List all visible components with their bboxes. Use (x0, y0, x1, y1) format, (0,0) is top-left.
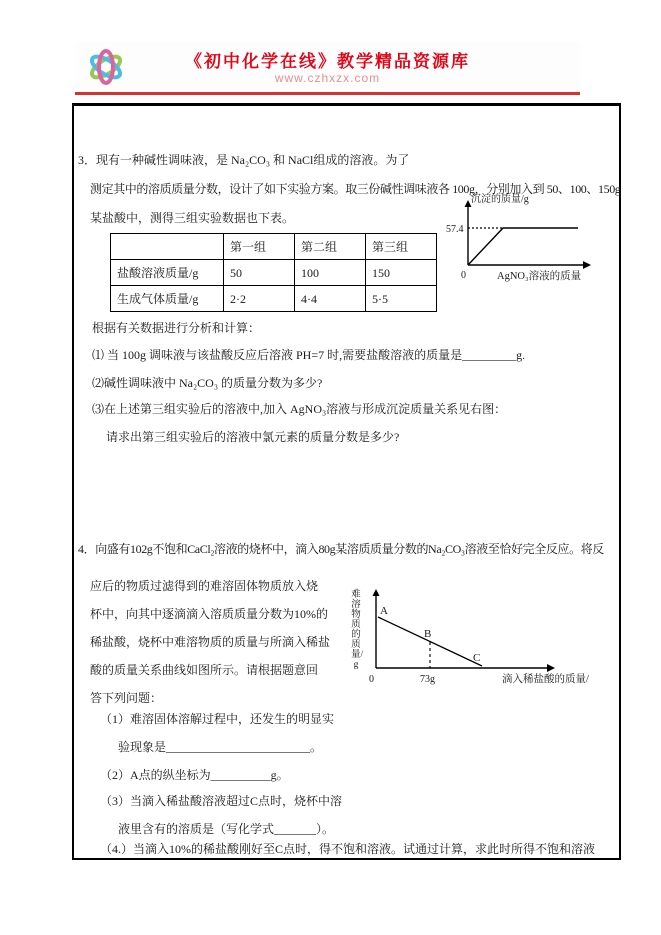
table-header-row (111, 234, 437, 260)
q4-line: 杯中，向其中逐滴滴入溶质质量分数为10%的 (90, 607, 328, 621)
q4-line: 应后的物质过滤得到的难溶固体物质放入烧 (90, 579, 319, 593)
chart2-b-x-value: 73g (420, 674, 435, 685)
chart1-plateau-value: 57.4 (446, 224, 464, 235)
x-axis-arrow-icon (583, 261, 591, 269)
table-cell: 盐酸溶液质量/g (111, 260, 224, 286)
q4-line: 答下列问题： (90, 691, 163, 705)
q4-item: （1）难溶固体溶解过程中，还发生的明显实 (100, 712, 335, 726)
table-cell: 100 (295, 260, 366, 286)
q3-analysis-label: 根据有关数据进行分析和计算： (92, 321, 261, 335)
q4-item: （4.）当滴入10%的稀盐酸刚好至C点时，得不饱和溶液。试通过计算，求此时所得不饱和溶液 (100, 842, 596, 856)
site-url: www.czhxzx.com (274, 71, 381, 85)
chart-precipitate-vs-agno3 (445, 190, 610, 290)
document-header (75, 42, 580, 95)
table-row (111, 260, 437, 286)
chart1-origin-label: 0 (461, 270, 466, 281)
table-cell (111, 234, 224, 260)
x-axis-arrow-icon (547, 664, 555, 672)
chart1-y-axis-label: 沉淀的质量/g (471, 194, 529, 205)
q3-item: 请求出第三组实验后的溶液中氯元素的质量分数是多少? (106, 430, 400, 444)
chart2-point-a-label: A (380, 605, 388, 617)
chart-insoluble-vs-hcl (362, 585, 608, 687)
chart2-point-c-label: C (473, 652, 481, 664)
q3-item: ⑶在上述第三组实验后的溶液中,加入 AgNO₃溶液与形成沉淀质量关系见右图： (92, 402, 507, 416)
q4-item: （3）当滴入稀盐酸溶液超过C点时，烧杯中溶 (100, 794, 343, 808)
q3-line: 某盐酸中，测得三组实验数据也下表。 (90, 211, 295, 225)
table-cell: 第一组 (224, 234, 295, 260)
table-cell: 4·4 (295, 286, 366, 312)
table-cell: 第二组 (295, 234, 366, 260)
chart2-x-axis-label: 滴入稀盐酸的质量/ (502, 674, 589, 685)
table-cell: 5·5 (366, 286, 437, 312)
chart2-point-b-label: B (424, 628, 432, 640)
table-cell: 150 (366, 260, 437, 286)
q4-line: 酸的质量关系曲线如图所示。请根据题意回 (90, 663, 319, 677)
q4-line: 4．向盛有102g不饱和CaCl₂溶液的烧杯中，滴入80g某溶质质量分数的Na₂CO₃溶液至恰好完全反应。将反 (78, 542, 604, 556)
table-cell: 50 (224, 260, 295, 286)
chart1-x-axis-label: AgNO₃溶液的质量 (497, 271, 582, 282)
site-title: 《初中化学在线》教学精品资源库 (185, 52, 470, 71)
q4-line: 稀盐酸，烧杯中难溶物质的质量与所滴入稀盐 (90, 635, 331, 649)
table-cell: 2·2 (224, 286, 295, 312)
q4-item: （2）A点的纵坐标为__________g。 (100, 768, 289, 782)
chart2-y-axis-label: 难溶物质的质量/g (351, 590, 364, 670)
q4-item: 液里含有的溶质是（写化学式_______）。 (118, 822, 335, 836)
table-cell: 第三组 (366, 234, 437, 260)
q3-line: 测定其中的溶质质量分数，设计了如下实验方案。取三份碱性调味液各 100g，分别加入到 50、100、150g (90, 182, 621, 196)
q4-item: 验现象是________________________。 (118, 740, 323, 754)
q3-line: 3．现有一种碱性调味液，是 Na₂CO₃ 和 NaCl组成的溶液。为了 (78, 153, 410, 167)
experiment-data-table (110, 233, 437, 312)
table-row (111, 286, 437, 312)
table-cell: 生成气体质量/g (111, 286, 224, 312)
chart2-curve (378, 617, 482, 666)
q3-item: ⑵碱性调味液中 Na₂CO₃ 的质量分数为多少? (92, 376, 323, 390)
chart1-curve (468, 228, 578, 265)
q3-item: ⑴ 当 100g 调味液与该盐酸反应后溶液 PH=7 时,需要盐酸溶液的质量是_________g. (92, 348, 526, 362)
chart2-origin-label: 0 (369, 674, 374, 685)
